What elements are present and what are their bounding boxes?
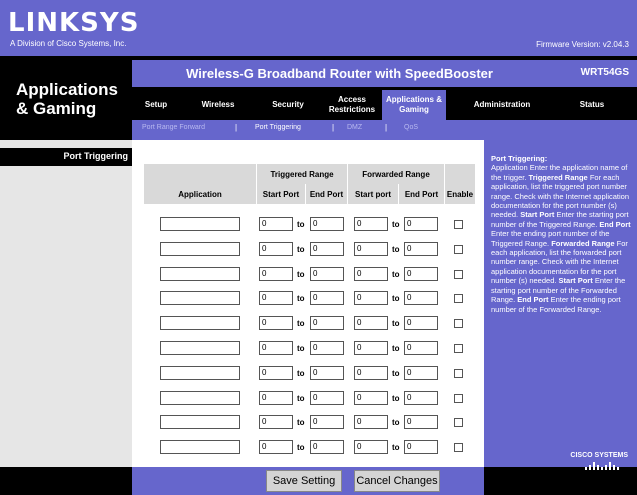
section-title-block xyxy=(0,56,132,140)
to-label: to xyxy=(297,418,305,427)
tab-security[interactable]: Security xyxy=(272,100,304,109)
forwarded-start-port-input[interactable]: 0 xyxy=(354,291,388,305)
sub-tabs xyxy=(132,120,637,140)
forwarded-start-port-input[interactable]: 0 xyxy=(354,341,388,355)
to-label: to xyxy=(392,394,400,403)
to-label: to xyxy=(297,245,305,254)
help-title: Port Triggering: xyxy=(491,154,548,163)
cancel-changes-button[interactable]: Cancel Changes xyxy=(354,470,440,492)
sidebar-label: Port Triggering xyxy=(63,151,128,161)
col-triggered-start: Start Port xyxy=(257,184,305,204)
tab-wireless[interactable]: Wireless xyxy=(201,100,235,109)
triggered-start-port-input[interactable]: 0 xyxy=(259,415,293,429)
triggered-start-port-input[interactable]: 0 xyxy=(259,440,293,454)
help-text-segment: Enter the ending port number of the Triggered Range. xyxy=(491,229,610,248)
triggered-end-port-input[interactable]: 0 xyxy=(310,267,344,281)
forwarded-end-port-input[interactable]: 0 xyxy=(404,291,438,305)
help-text-segment: Enter the starting port number of the Forwarded Range. xyxy=(491,276,626,305)
forwarded-end-port-input[interactable]: 0 xyxy=(404,267,438,281)
to-label: to xyxy=(392,245,400,254)
application-name-input[interactable] xyxy=(160,415,240,429)
application-name-input[interactable] xyxy=(160,440,240,454)
application-name-input[interactable] xyxy=(160,316,240,330)
to-label: to xyxy=(392,418,400,427)
application-name-input[interactable] xyxy=(160,391,240,405)
subtab-separator: | xyxy=(332,123,335,132)
product-bar xyxy=(132,60,637,87)
forwarded-end-port-input[interactable]: 0 xyxy=(404,415,438,429)
col-triggered-end: End Port xyxy=(306,184,347,204)
to-label: to xyxy=(297,344,305,353)
to-label: to xyxy=(297,369,305,378)
application-name-input[interactable] xyxy=(160,291,240,305)
triggered-start-port-input[interactable]: 0 xyxy=(259,366,293,380)
save-settings-button[interactable]: Save Setting xyxy=(266,470,342,492)
to-label: to xyxy=(297,220,305,229)
to-label: to xyxy=(392,369,400,378)
triggered-end-port-input[interactable]: 0 xyxy=(310,341,344,355)
triggered-end-port-input[interactable]: 0 xyxy=(310,316,344,330)
tab-status[interactable]: Status xyxy=(579,100,605,109)
triggered-end-port-input[interactable]: 0 xyxy=(310,440,344,454)
tab-applications-gaming[interactable]: Applications & Gaming xyxy=(382,90,446,120)
subtab-separator: | xyxy=(385,123,388,132)
application-name-input[interactable] xyxy=(160,217,240,231)
forwarded-start-port-input[interactable]: 0 xyxy=(354,267,388,281)
forwarded-start-port-input[interactable]: 0 xyxy=(354,391,388,405)
table-header-blank xyxy=(445,164,475,184)
forwarded-end-port-input[interactable]: 0 xyxy=(404,217,438,231)
tab-administration[interactable]: Administration xyxy=(473,100,531,109)
triggered-start-port-input[interactable]: 0 xyxy=(259,291,293,305)
triggered-start-port-input[interactable]: 0 xyxy=(259,391,293,405)
to-label: to xyxy=(297,394,305,403)
to-label: to xyxy=(392,294,400,303)
help-text-segment: For each application, list the forwarded port number range. Check with the Internet application documentation for the port number (s) needed. xyxy=(491,238,628,286)
subtab-qos[interactable]: QoS xyxy=(404,124,419,131)
tab-setup[interactable]: Setup xyxy=(144,100,168,109)
application-name-input[interactable] xyxy=(160,242,240,256)
triggered-end-port-input[interactable]: 0 xyxy=(310,242,344,256)
to-label: to xyxy=(392,344,400,353)
to-label: to xyxy=(297,270,305,279)
enable-checkbox[interactable] xyxy=(454,294,463,303)
help-text-segment: For each application, list the triggered port number range. Check with the Internet application documentation for the port number (s) needed. xyxy=(491,172,629,220)
help-keyword: End Port xyxy=(517,295,549,305)
forwarded-start-port-input[interactable]: 0 xyxy=(354,242,388,256)
enable-checkbox[interactable] xyxy=(454,344,463,353)
tab-access-restrictions[interactable]: Access Restrictions xyxy=(328,95,376,114)
subtab-port-triggering[interactable]: Port Triggering xyxy=(255,124,301,131)
help-text-segment: Enter the starting port number of the Triggered Range. xyxy=(491,210,629,229)
forwarded-start-port-input[interactable]: 0 xyxy=(354,366,388,380)
triggered-end-port-input[interactable]: 0 xyxy=(310,291,344,305)
triggered-end-port-input[interactable]: 0 xyxy=(310,217,344,231)
forwarded-range-header: Forwarded Range xyxy=(348,164,444,184)
forwarded-end-port-input[interactable]: 0 xyxy=(404,391,438,405)
logo-tagline: A Division of Cisco Systems, Inc. xyxy=(10,39,127,48)
triggered-end-port-input[interactable]: 0 xyxy=(310,366,344,380)
application-name-input[interactable] xyxy=(160,366,240,380)
firmware-version: Firmware Version: v2.04.3 xyxy=(536,40,629,49)
help-keyword: Start Port xyxy=(558,276,593,286)
triggered-range-header: Triggered Range xyxy=(257,164,347,184)
triggered-end-port-input[interactable]: 0 xyxy=(310,391,344,405)
cisco-systems-logo: CISCO SYSTEMS xyxy=(570,452,628,459)
product-model: WRT54GS xyxy=(580,67,629,78)
to-label: to xyxy=(392,220,400,229)
application-name-input[interactable] xyxy=(160,341,240,355)
forwarded-end-port-input[interactable]: 0 xyxy=(404,341,438,355)
enable-checkbox[interactable] xyxy=(454,220,463,229)
sidebar-heading-bar xyxy=(0,148,132,166)
main-tabs xyxy=(132,90,637,120)
enable-checkbox[interactable] xyxy=(454,319,463,328)
enable-checkbox[interactable] xyxy=(454,394,463,403)
col-forwarded-end: End Port xyxy=(399,184,444,204)
triggered-start-port-input[interactable]: 0 xyxy=(259,267,293,281)
section-title: Applications & Gaming xyxy=(16,80,119,118)
application-name-input[interactable] xyxy=(160,267,240,281)
enable-checkbox[interactable] xyxy=(454,443,463,452)
enable-checkbox[interactable] xyxy=(454,369,463,378)
subtab-dmz[interactable]: DMZ xyxy=(347,124,363,131)
to-label: to xyxy=(392,270,400,279)
triggered-start-port-input[interactable]: 0 xyxy=(259,217,293,231)
to-label: to xyxy=(297,319,305,328)
triggered-start-port-input[interactable]: 0 xyxy=(259,341,293,355)
forwarded-end-port-input[interactable]: 0 xyxy=(404,366,438,380)
forwarded-start-port-input[interactable]: 0 xyxy=(354,415,388,429)
subtab-separator: | xyxy=(235,123,238,132)
forwarded-end-port-input[interactable]: 0 xyxy=(404,242,438,256)
triggered-end-port-input[interactable]: 0 xyxy=(310,415,344,429)
enable-checkbox[interactable] xyxy=(454,418,463,427)
to-label: to xyxy=(297,294,305,303)
to-label: to xyxy=(392,319,400,328)
col-application: Application xyxy=(144,184,256,204)
forwarded-start-port-input[interactable]: 0 xyxy=(354,440,388,454)
col-enable: Enable xyxy=(445,184,475,204)
help-keyword: Triggered Range xyxy=(528,172,588,182)
help-keyword: Forwarded Range xyxy=(551,238,615,248)
product-name: Wireless-G Broadband Router with SpeedBooster xyxy=(186,66,493,81)
header-banner xyxy=(0,0,637,56)
table-header-blank xyxy=(144,164,256,184)
triggered-start-port-input[interactable]: 0 xyxy=(259,242,293,256)
help-keyword: End Port xyxy=(599,219,631,229)
help-text-segment: Application Enter the application name of the trigger. xyxy=(491,163,628,182)
forwarded-end-port-input[interactable]: 0 xyxy=(404,316,438,330)
linksys-logo: LINKSYS xyxy=(8,8,140,38)
triggered-start-port-input[interactable]: 0 xyxy=(259,316,293,330)
enable-checkbox[interactable] xyxy=(454,245,463,254)
to-label: to xyxy=(392,443,400,452)
forwarded-start-port-input[interactable]: 0 xyxy=(354,217,388,231)
forwarded-start-port-input[interactable]: 0 xyxy=(354,316,388,330)
help-text xyxy=(491,154,634,314)
enable-checkbox[interactable] xyxy=(454,270,463,279)
help-keyword: Start Port xyxy=(520,210,555,220)
help-text-segment: Enter the ending port number of the Forwarded Range. xyxy=(491,295,621,314)
col-forwarded-start: Start port xyxy=(348,184,398,204)
help-panel xyxy=(484,140,637,467)
cisco-bars-icon xyxy=(585,462,619,470)
subtab-port-range-forward[interactable]: Port Range Forward xyxy=(142,124,206,131)
to-label: to xyxy=(297,443,305,452)
forwarded-end-port-input[interactable]: 0 xyxy=(404,440,438,454)
